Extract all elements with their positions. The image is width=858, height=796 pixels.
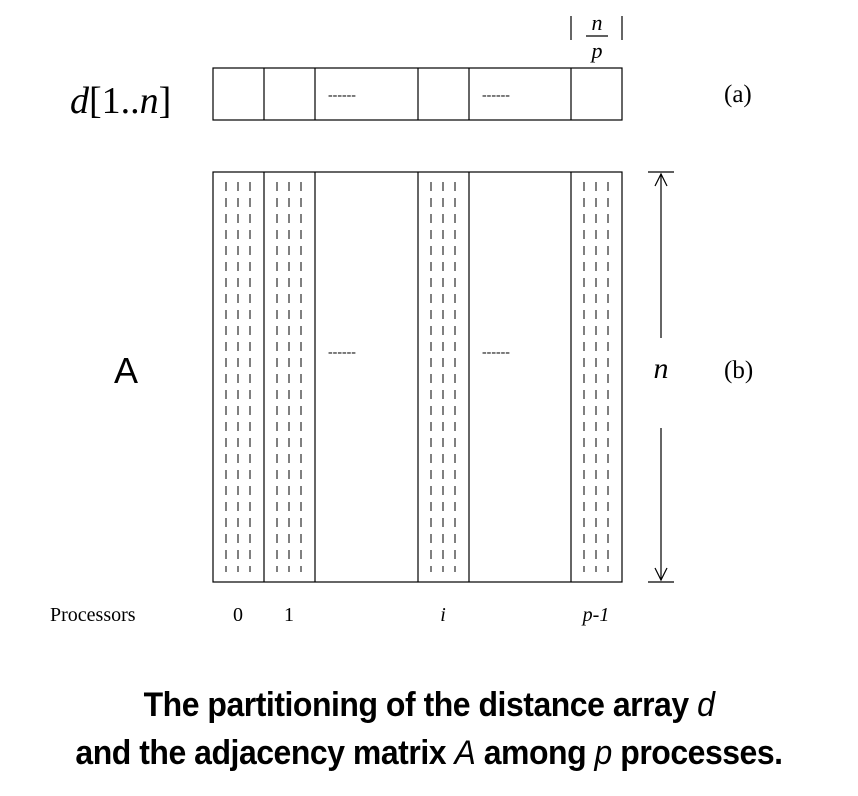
block-size-numerator: n (591, 10, 603, 35)
block-size-marker (571, 10, 622, 63)
d-array-ellipsis-1: ------ (328, 88, 356, 103)
processor-id-0: 0 (233, 604, 243, 626)
matrix-a-label: A (114, 350, 139, 391)
processor-id-1: 1 (284, 604, 294, 626)
processors-label: Processors (50, 604, 136, 626)
matrix-column-stripes (226, 182, 608, 572)
block-size-denominator: p (591, 38, 603, 63)
part-a-tag: (a) (724, 81, 752, 108)
matrix-ellipsis-1: ------ (328, 345, 356, 360)
matrix-a (213, 172, 622, 582)
matrix-ellipsis-2: ------ (482, 345, 510, 360)
processor-id-last: p-1 (582, 604, 610, 626)
caption-var-p: p (594, 734, 612, 772)
height-label: n (653, 352, 669, 385)
caption-var-a: A (454, 734, 476, 772)
caption-var-d: d (697, 686, 715, 724)
processor-id-i: i (440, 604, 446, 626)
d-array-label: d[1..n] (70, 80, 172, 122)
caption-line-2: and the adjacency matrix A among p processes. (75, 734, 783, 772)
d-array (213, 68, 622, 120)
d-array-ellipsis-2: ------ (482, 88, 510, 103)
caption-line-1: The partitioning of the distance array d (143, 686, 715, 724)
part-b-tag: (b) (724, 357, 754, 384)
